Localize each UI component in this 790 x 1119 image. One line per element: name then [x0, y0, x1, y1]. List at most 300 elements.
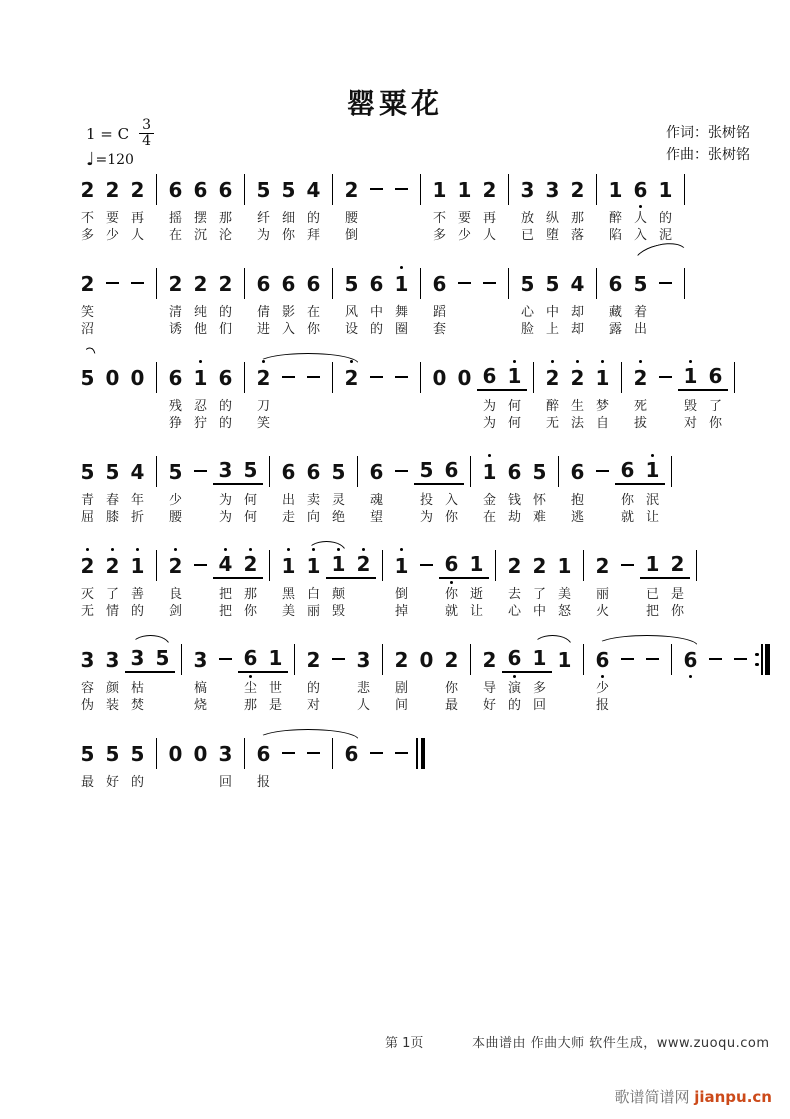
credits-block — [666, 122, 750, 166]
note-cell — [75, 640, 100, 714]
dash-cell — [728, 640, 753, 714]
note-cell — [276, 264, 301, 338]
note-cell — [238, 546, 263, 620]
lyric-line2 — [625, 603, 629, 620]
barline — [150, 452, 163, 526]
note-digit: 1 — [640, 459, 665, 485]
rest-cell — [452, 358, 477, 432]
lyric-line2: 沼 — [80, 322, 94, 337]
lyric-line1 — [311, 774, 315, 791]
duration-dash — [276, 365, 301, 391]
note-cell — [515, 264, 540, 338]
octave-dot-high — [601, 360, 604, 363]
lyric-line1: 了 — [532, 587, 546, 602]
lyric-line1: 去 — [507, 587, 521, 602]
note-cell — [565, 452, 590, 526]
lyric-line1: 不 — [80, 211, 94, 226]
lyric-line2: 他 — [193, 322, 207, 337]
lyric-line1: 纤 — [256, 211, 270, 226]
barline — [527, 358, 540, 432]
rest-cell — [414, 640, 439, 714]
note-cell — [628, 264, 653, 338]
lyric-line2: 你 — [670, 604, 684, 619]
lyric-line2 — [110, 321, 114, 338]
lyric-line2 — [85, 415, 89, 432]
note-cell — [301, 640, 326, 714]
note-cell — [703, 358, 728, 432]
note-digit: 6 — [256, 742, 271, 766]
barline — [690, 546, 703, 620]
note-digit: 2 — [193, 272, 208, 296]
lyric-line1 — [110, 304, 114, 321]
lyric-line2: 狞 — [193, 416, 207, 431]
note-digit: 5 — [150, 647, 175, 673]
note-digit: 5 — [414, 459, 439, 485]
duration-dash — [703, 647, 728, 673]
lyric-line1: 颜 — [105, 681, 119, 696]
duration-dash — [389, 365, 414, 391]
lyric-line1: 倒 — [394, 587, 408, 602]
note-digit: 1 — [306, 554, 321, 578]
lyric-line2: 对 — [306, 698, 320, 713]
lyric-line1 — [349, 398, 353, 415]
note-cell — [301, 170, 326, 244]
dash-cell — [100, 264, 125, 338]
duration-dash — [188, 553, 213, 579]
dash-cell — [389, 452, 414, 526]
page-title: 罂粟花 — [346, 87, 443, 120]
note-cell — [75, 546, 100, 620]
lyric-line2 — [713, 697, 717, 714]
duration-dash — [414, 553, 439, 579]
lyric-line2 — [374, 791, 378, 808]
lyric-line2: 自 — [595, 416, 609, 431]
note-digit: 5 — [105, 460, 120, 484]
note-cell — [251, 358, 276, 432]
note-cell — [100, 170, 125, 244]
note-digit: 2 — [306, 648, 321, 672]
lyric-line1 — [374, 210, 378, 227]
note-cell — [213, 734, 238, 808]
lyric-line2 — [361, 603, 365, 620]
note-digit: 2 — [482, 648, 497, 672]
lyric-line2: 入 — [633, 228, 647, 243]
lyric-line2 — [437, 415, 441, 432]
lyric-line2 — [223, 697, 227, 714]
lyric-line1: 黑 — [281, 587, 295, 602]
lyric-line2: 装 — [105, 698, 119, 713]
note-digit: 6 — [369, 460, 384, 484]
lyric-line2: 让 — [645, 510, 659, 525]
note-cell — [590, 640, 615, 714]
lyric-line1: 丽 — [595, 587, 609, 602]
key-tempo-block — [86, 118, 154, 168]
octave-dot-high — [362, 548, 365, 551]
lyric-line1 — [361, 586, 365, 603]
lyric-line2: 落 — [570, 228, 584, 243]
lyric-line1: 细 — [281, 211, 295, 226]
note-cell — [502, 452, 527, 526]
duration-dash — [640, 647, 665, 673]
note-cell — [389, 264, 414, 338]
note-digit: 1 — [482, 460, 497, 484]
lyric-line2: 套 — [432, 322, 446, 337]
lyric-line2: 的 — [218, 416, 232, 431]
lyric-line2: 入 — [281, 322, 295, 337]
note-digit: 6 — [502, 647, 527, 673]
lyric-line2: 回 — [532, 698, 546, 713]
lyric-line1: 中 — [545, 305, 559, 320]
note-digit: 1 — [457, 178, 472, 202]
note-cell — [163, 170, 188, 244]
note-digit: 6 — [306, 460, 321, 484]
lyric-line1: 白 — [306, 587, 320, 602]
note-cell — [188, 170, 213, 244]
lyric-line1 — [562, 680, 566, 697]
barline — [464, 640, 477, 714]
barline — [489, 546, 502, 620]
barline — [150, 264, 163, 338]
lyric-line2 — [85, 791, 89, 808]
lyric-line1: 醉 — [545, 399, 559, 414]
note-cell — [427, 170, 452, 244]
lyric-line1 — [424, 680, 428, 697]
composer: 作曲：张树铭 — [666, 147, 750, 163]
lyric-line2 — [135, 321, 139, 338]
note-digit: 5 — [238, 459, 263, 485]
lyric-line1: 那 — [218, 211, 232, 226]
note-digit: 6 — [193, 178, 208, 202]
lyric-line1: 再 — [482, 211, 496, 226]
lyric-line1 — [135, 304, 139, 321]
lyric-line1: 悲 — [356, 681, 370, 696]
lyric-line1 — [110, 398, 114, 415]
lyric-line2: 报 — [595, 698, 609, 713]
dash-cell — [188, 546, 213, 620]
note-digit: 2 — [238, 553, 263, 579]
lyric-line2: 圈 — [394, 322, 408, 337]
note-digit: 0 — [105, 366, 120, 390]
note-cell — [477, 640, 502, 714]
lyric-line1: 藏 — [608, 305, 622, 320]
lyric-line2: 好 — [482, 698, 496, 713]
note-cell — [678, 358, 703, 432]
lyric-line2 — [336, 697, 340, 714]
note-cell — [238, 640, 263, 714]
lyric-line2: 人 — [356, 698, 370, 713]
note-cell — [527, 640, 552, 714]
lyric-line1: 枯 — [130, 681, 144, 696]
lyric-line2: 就 — [620, 510, 634, 525]
note-cell — [477, 452, 502, 526]
lyric-line2: 倒 — [344, 228, 358, 243]
note-digit: 5 — [545, 272, 560, 296]
note-digit: 6 — [570, 460, 585, 484]
note-digit: 2 — [633, 366, 648, 390]
lyric-line1 — [198, 586, 202, 603]
lyric-line1: 颠 — [331, 587, 345, 602]
note-digit: 1 — [608, 178, 623, 202]
lyric-line2: 为 — [482, 416, 496, 431]
lyric-line1: 怀 — [532, 493, 546, 508]
lyric-line1: 报 — [256, 775, 270, 790]
note-digit: 6 — [218, 178, 233, 202]
note-cell — [540, 264, 565, 338]
note-cell — [75, 358, 100, 432]
dash-cell — [364, 170, 389, 244]
lyric-line2: 火 — [595, 604, 609, 619]
lyric-line1: 少 — [595, 681, 609, 696]
lyric-line1: 风 — [344, 305, 358, 320]
octave-dot-high — [576, 360, 579, 363]
octave-dot-low — [450, 581, 453, 584]
lyric-line1: 的 — [130, 775, 144, 790]
lyric-line1: 泯 — [645, 493, 659, 508]
note-digit: 3 — [520, 178, 535, 202]
lyric-line1: 舞 — [394, 305, 408, 320]
lyric-line1 — [286, 398, 290, 415]
note-digit: 2 — [444, 648, 459, 672]
watermark-link[interactable]: jianpu.cn — [694, 1088, 772, 1106]
lyric-line2: 望 — [369, 510, 383, 525]
lyric-line2 — [311, 415, 315, 432]
score — [75, 170, 775, 828]
lyric-line1: 好 — [105, 775, 119, 790]
note-digit: 1 — [640, 553, 665, 579]
octave-dot-high — [488, 454, 491, 457]
note-digit: 6 — [608, 272, 623, 296]
lyric-line1: 再 — [130, 211, 144, 226]
note-cell — [125, 170, 150, 244]
note-cell — [75, 734, 100, 808]
barline — [238, 734, 251, 808]
note-digit: 6 — [439, 553, 464, 579]
note-digit: 0 — [168, 742, 183, 766]
lyric-line2: 在 — [168, 228, 182, 243]
note-digit: 2 — [105, 178, 120, 202]
note-digit: 6 — [595, 648, 610, 672]
note-cell — [427, 264, 452, 338]
lyric-line2: 最 — [444, 698, 458, 713]
dash-cell — [590, 452, 615, 526]
lyric-line1 — [198, 774, 202, 791]
lyric-line2 — [688, 697, 692, 714]
note-cell — [75, 452, 100, 526]
lyric-line2: 的 — [369, 322, 383, 337]
note-digit: 5 — [256, 178, 271, 202]
lyric-line1 — [160, 680, 164, 697]
note-cell — [251, 264, 276, 338]
note-cell — [439, 452, 464, 526]
lyric-line2: 把 — [218, 604, 232, 619]
key-signature-row — [86, 118, 154, 149]
octave-dot-high — [199, 360, 202, 363]
barline — [150, 734, 163, 808]
lyric-line2 — [160, 697, 164, 714]
lyric-line1 — [487, 304, 491, 321]
octave-dot-low — [601, 675, 604, 678]
lyric-line2 — [286, 415, 290, 432]
note-digit: 1 — [502, 365, 527, 391]
note-digit: 2 — [105, 554, 120, 578]
note-cell — [326, 546, 351, 620]
time-signature-numerator: 3 — [139, 118, 154, 134]
note-digit: 6 — [432, 272, 447, 296]
note-cell — [125, 452, 150, 526]
lyric-line1: 的 — [306, 211, 320, 226]
lyric-line2 — [198, 509, 202, 526]
octave-dot-high — [400, 266, 403, 269]
note-digit: 1 — [130, 554, 145, 578]
barline — [326, 734, 339, 808]
note-digit: 6 — [281, 460, 296, 484]
lyric-line2 — [562, 697, 566, 714]
lyric-line1: 你 — [444, 681, 458, 696]
note-digit: 2 — [130, 178, 145, 202]
duration-dash — [477, 271, 502, 297]
lyric-line2 — [462, 321, 466, 338]
note-digit: 3 — [193, 648, 208, 672]
lyric-line2 — [349, 415, 353, 432]
repeat-dots — [755, 644, 758, 675]
note-digit: 2 — [595, 554, 610, 578]
barline — [414, 170, 427, 244]
barline — [263, 452, 276, 526]
duration-dash — [276, 741, 301, 767]
barline — [263, 546, 276, 620]
barline — [150, 358, 163, 432]
lyric-line2: 美 — [281, 604, 295, 619]
lyric-line1: 灵 — [331, 493, 345, 508]
dash-cell — [615, 546, 640, 620]
note-cell — [100, 452, 125, 526]
final-barline — [414, 734, 427, 808]
octave-dot-low — [689, 675, 692, 678]
note-cell — [301, 452, 326, 526]
note-cell — [163, 358, 188, 432]
note-digit: 3 — [356, 648, 371, 672]
rest-cell — [100, 358, 125, 432]
lyric-line1: 卖 — [306, 493, 320, 508]
note-cell — [565, 264, 590, 338]
note-digit: 5 — [80, 460, 95, 484]
note-cell — [552, 640, 577, 714]
note-digit: 1 — [658, 178, 673, 202]
lyric-line1 — [625, 680, 629, 697]
lyric-line1: 纵 — [545, 211, 559, 226]
lyric-line2: 的 — [130, 604, 144, 619]
note-digit: 6 — [238, 647, 263, 673]
note-cell — [251, 170, 276, 244]
barline — [590, 264, 603, 338]
lyric-line2: 笑 — [256, 416, 270, 431]
note-digit: 2 — [80, 554, 95, 578]
note-cell — [163, 264, 188, 338]
lyric-line2: 就 — [444, 604, 458, 619]
note-digit: 2 — [351, 553, 376, 579]
barline — [326, 358, 339, 432]
system-1 — [75, 170, 775, 244]
octave-dot-high — [551, 360, 554, 363]
lyric-line2: 何 — [507, 416, 521, 431]
barline — [150, 170, 163, 244]
barline — [728, 358, 741, 432]
lyric-line2: 出 — [633, 322, 647, 337]
lyric-line2: 无 — [545, 416, 559, 431]
rest-cell — [125, 358, 150, 432]
lyric-line1: 最 — [80, 775, 94, 790]
lyric-line2: 焚 — [130, 698, 144, 713]
note-digit: 1 — [595, 366, 610, 390]
lyric-line1: 摇 — [168, 211, 182, 226]
lyric-line1: 影 — [281, 305, 295, 320]
octave-dot-high — [689, 360, 692, 363]
lyric-line1 — [650, 680, 654, 697]
barline — [502, 264, 515, 338]
note-digit: 2 — [570, 366, 585, 390]
lyric-line1: 忍 — [193, 399, 207, 414]
slur-tie-arc — [533, 635, 572, 646]
octave-dot-low — [249, 675, 252, 678]
note-cell — [628, 358, 653, 432]
note-digit: 2 — [570, 178, 585, 202]
duration-dash — [326, 647, 351, 673]
duration-dash — [301, 741, 326, 767]
lyric-line2: 少 — [105, 228, 119, 243]
octave-dot-high — [224, 548, 227, 551]
note-digit: 4 — [130, 460, 145, 484]
note-digit: 2 — [532, 554, 547, 578]
note-cell — [150, 640, 175, 714]
lyric-line2: 是 — [268, 698, 282, 713]
lyric-line1 — [399, 774, 403, 791]
note-digit: 2 — [482, 178, 497, 202]
barline — [590, 170, 603, 244]
lyric-line2: 你 — [243, 604, 257, 619]
lyric-line2: 们 — [218, 322, 232, 337]
note-digit: 1 — [678, 365, 703, 391]
note-cell — [527, 452, 552, 526]
note-cell — [552, 546, 577, 620]
key-signature: 1 = C — [86, 124, 130, 143]
note-cell — [213, 358, 238, 432]
note-cell — [364, 452, 389, 526]
duration-dash — [728, 647, 753, 673]
note-digit: 0 — [419, 648, 434, 672]
lyric-line1: 要 — [105, 211, 119, 226]
note-digit: 6 — [683, 648, 698, 672]
note-digit: 1 — [394, 272, 409, 296]
note-digit: 0 — [432, 366, 447, 390]
dash-cell — [125, 264, 150, 338]
note-digit: 1 — [193, 366, 208, 390]
duration-dash — [364, 741, 389, 767]
system-4 — [75, 452, 775, 526]
note-digit: 6 — [703, 365, 728, 391]
note-cell — [213, 264, 238, 338]
note-cell — [364, 264, 389, 338]
note-digit: 2 — [168, 554, 183, 578]
lyric-line1: 良 — [168, 587, 182, 602]
note-cell — [389, 546, 414, 620]
lyric-line2: 伪 — [80, 698, 94, 713]
note-cell — [301, 546, 326, 620]
barline — [414, 264, 427, 338]
note-digit: 6 — [256, 272, 271, 296]
lyric-line2: 屈 — [80, 510, 94, 525]
note-digit: 2 — [80, 272, 95, 296]
lyric-line2 — [663, 415, 667, 432]
